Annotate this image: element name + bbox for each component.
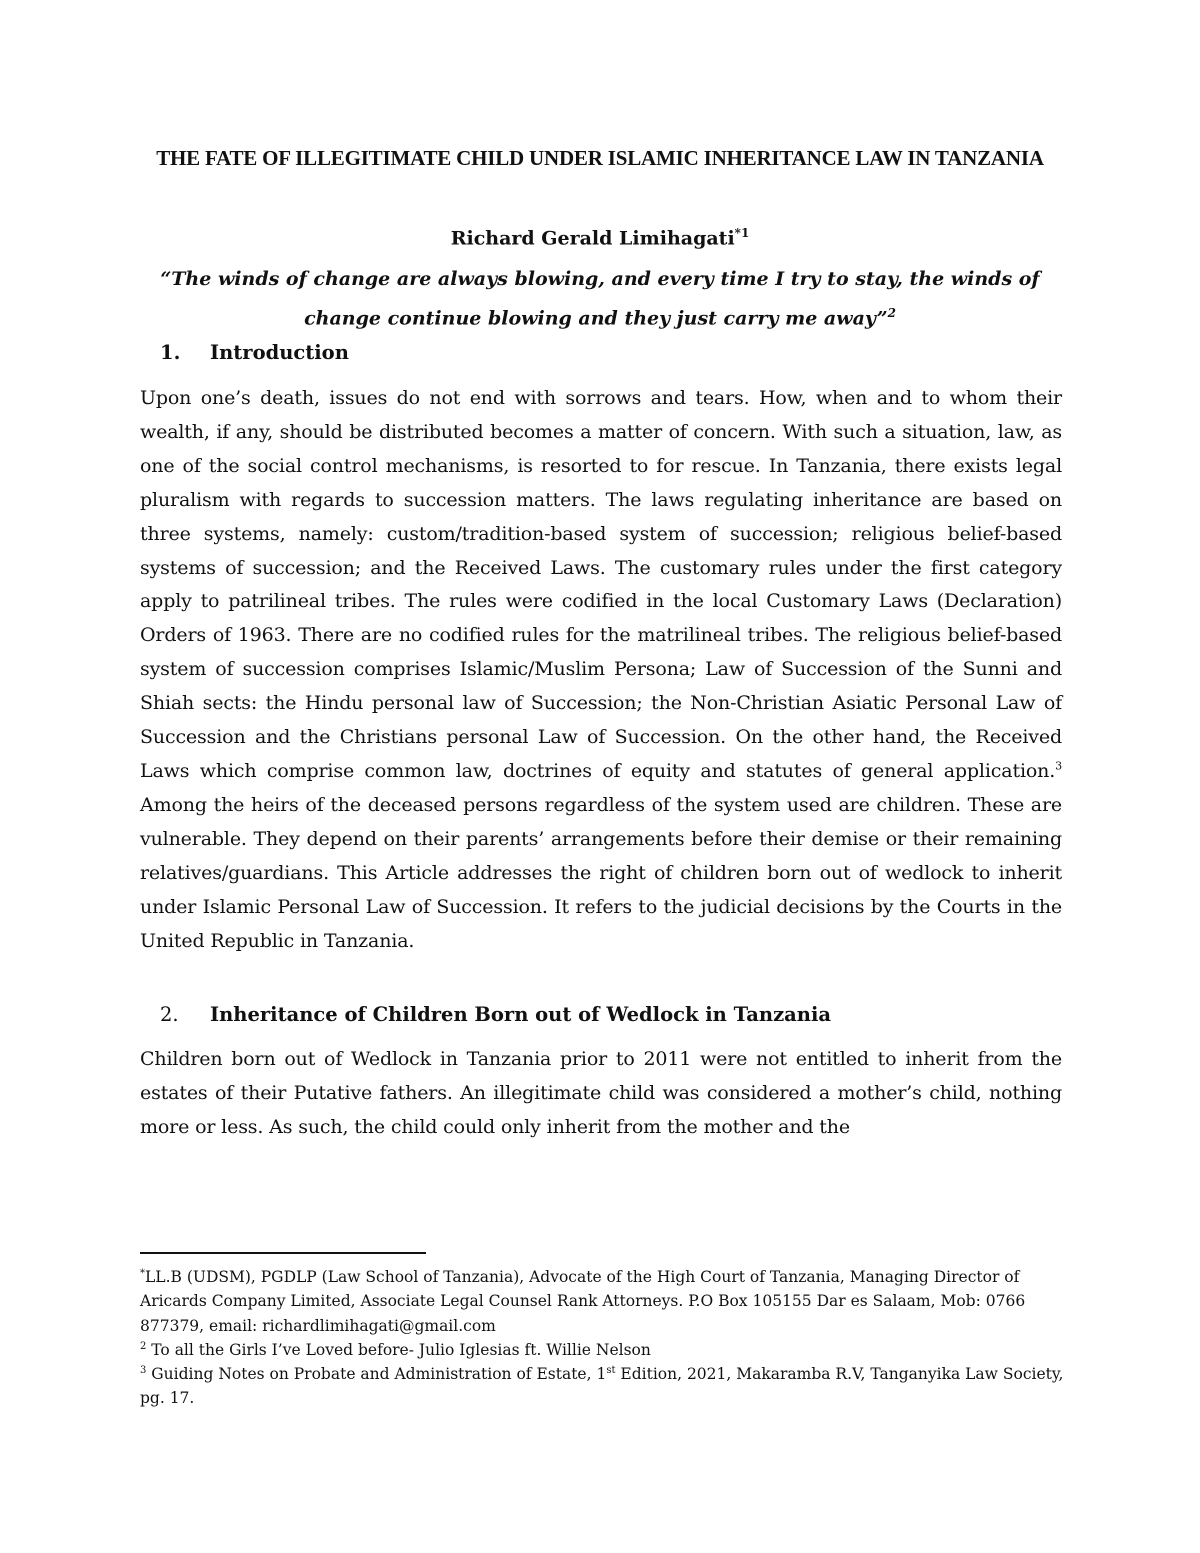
section-title: Inheritance of Children Born out of Wedlock in Tanzania xyxy=(210,1003,832,1026)
footnote-text: To all the Girls I’ve Loved before- Julio Iglesias ft. Willie Nelson xyxy=(146,1340,651,1359)
footnote-mark: 3 xyxy=(140,1365,147,1377)
footnote-2 xyxy=(140,1338,1070,1362)
footnote-separator xyxy=(140,1252,426,1254)
introduction-paragraph xyxy=(140,382,1062,958)
section-number: 1. xyxy=(160,341,181,364)
author-footnote-mark: *1 xyxy=(734,226,750,240)
inheritance-paragraph xyxy=(140,1043,1062,1145)
footnote-text: Guiding Notes on Probate and Administration of Estate, 1 xyxy=(146,1365,607,1384)
document-title: THE FATE OF ILLEGITIMATE CHILD UNDER ISLAMIC INHERITANCE LAW IN TANZANIA xyxy=(156,146,1044,170)
footnote-1 xyxy=(140,1265,1070,1338)
section-heading-inheritance xyxy=(160,1000,831,1030)
section-title: Introduction xyxy=(210,341,349,364)
ordinal-suffix: st xyxy=(606,1365,616,1377)
epigraph-text: “The winds of change are always blowing, and every time I try to stay, the winds of change continue blowing and they just carry me away” xyxy=(160,268,1040,330)
footnotes xyxy=(140,1265,1070,1411)
footnote-text-continued: Edition, 2021, Makaramba R.V, Tanganyika Law Society, pg. 17. xyxy=(140,1365,1064,1408)
paragraph-text-continued: Among the heirs of the deceased persons regardless of the system used are children. These are vulnerable. They depend on their parents’ arrangements before their demise or their remaining relatives/guardians. This Article addresses the right of children born out of wedlock to inherit under Islamic Personal Law of Succession. It refers to the judicial decisions by the Courts in the United Republic in Tanzania. xyxy=(140,793,1062,952)
paragraph-text: Upon one’s death, issues do not end with sorrows and tears. How, when and to whom their wealth, if any, should be distributed becomes a matter of concern. With such a situation, law, as one of the social control mechanisms, is resorted to for rescue. In Tanzania, there exists legal pluralism with regards to succession matters. The laws regulating inheritance are based on three systems, namely: custom/tradition-based system of succession; religious belief-based systems of succession; and the Received Laws. The customary rules under the first category apply to patrilineal tribes. The rules were codified in the local Customary Laws (Declaration) Orders of 1963. There are no codified rules for the matrilineal tribes. The religious belief-based system of succession comprises Islamic/Muslim Persona; Law of Succession of the Sunni and Shiah sects: the Hindu personal law of Succession; the Non-Christian Asiatic Personal Law of Succession and the Christians personal Law of Succession. On the other hand, the Received Laws which comprise common law, doctrines of equity and statutes of general application. xyxy=(140,387,1062,782)
section-number: 2. xyxy=(160,1003,179,1026)
footnote-mark-3: 3 xyxy=(1055,759,1062,773)
author-name: Richard Gerald Limihagati xyxy=(450,227,735,250)
epigraph-footnote-mark: 2 xyxy=(887,306,896,320)
footnote-text: LL.B (UDSM), PGDLP (Law School of Tanzania), Advocate of the High Court of Tanzania, Managing Director of Aricards Company Limited, Associate Legal Counsel Rank Attorneys. P.O Box 105155 Dar es Salaam, Mob: 0766 877379, email: richardlimihagati@gmail.com xyxy=(140,1268,1026,1335)
footnote-mark: 2 xyxy=(140,1340,147,1352)
paragraph-text: Children born out of Wedlock in Tanzania prior to 2011 were not entitled to inherit from the estates of their Putative fathers. An illegitimate child was considered a mother’s child, nothing more or less. As such, the child could only inherit from the mother and the xyxy=(140,1048,1062,1138)
footnote-mark: * xyxy=(140,1267,145,1279)
section-heading-introduction xyxy=(160,338,349,368)
author-line xyxy=(140,218,1060,253)
epigraph xyxy=(140,262,1060,335)
footnote-3 xyxy=(140,1362,1070,1411)
